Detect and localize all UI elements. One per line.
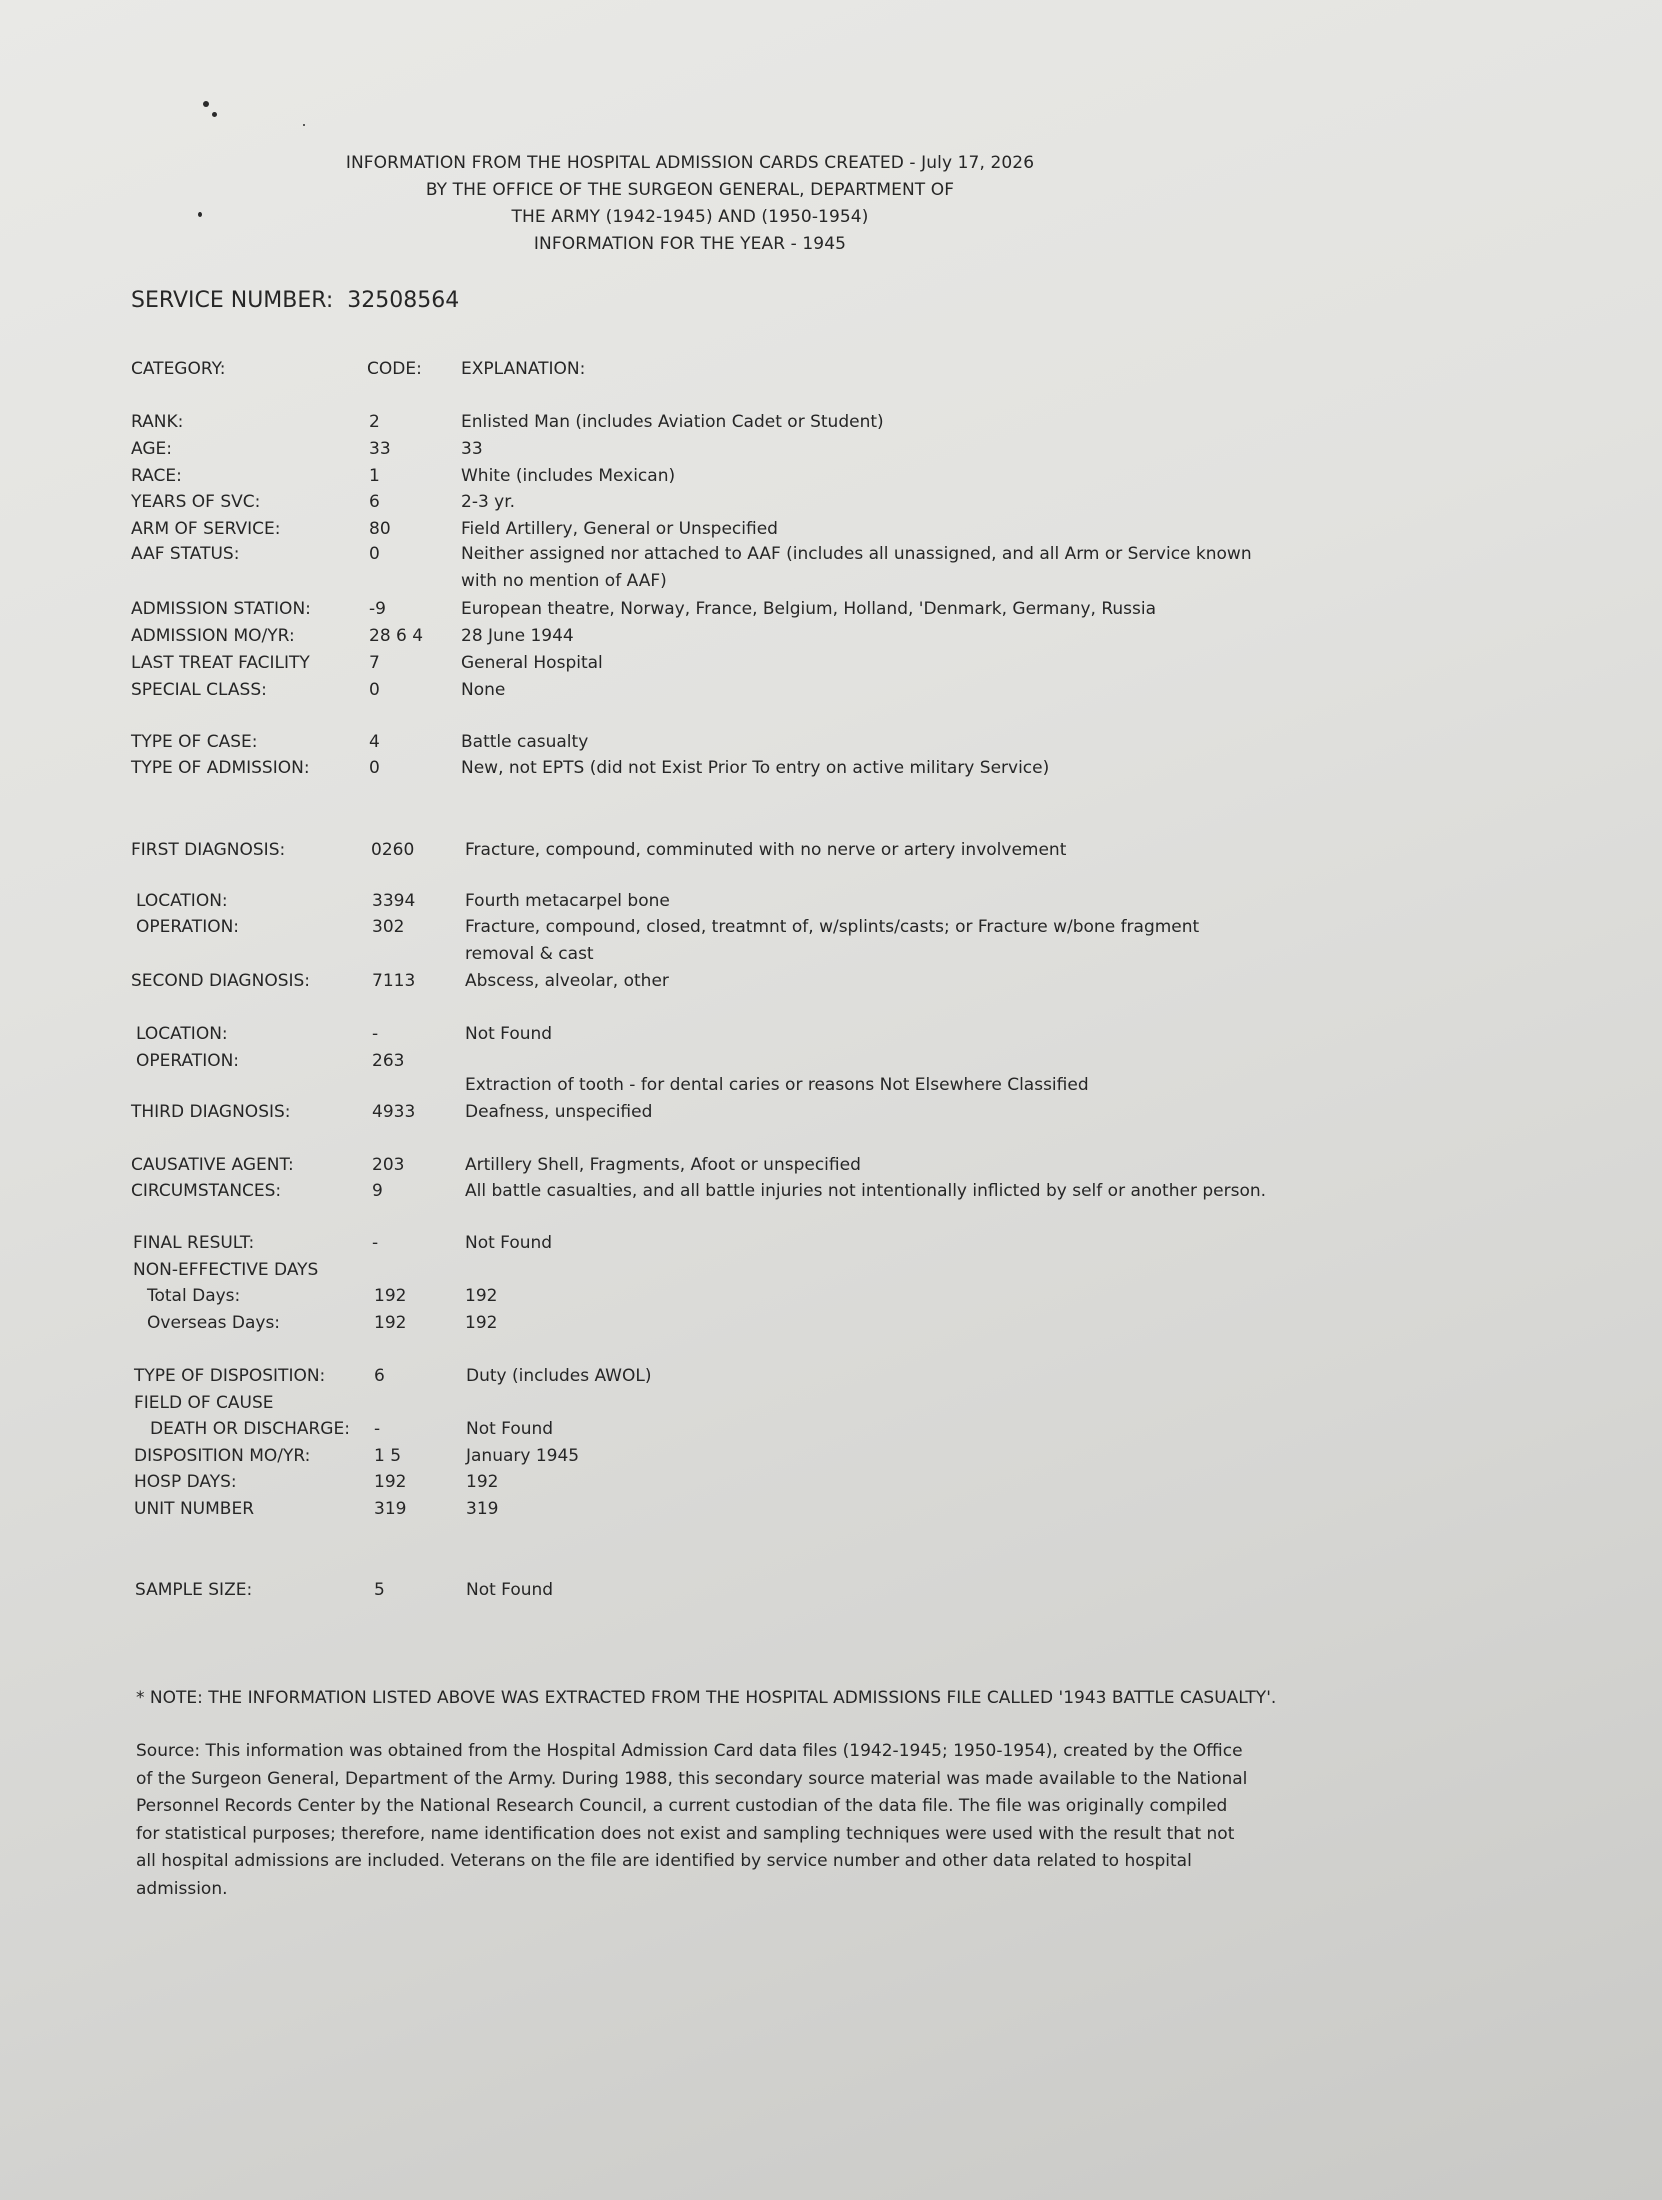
row-code: 4933 bbox=[372, 1102, 416, 1122]
row-category: UNIT NUMBER bbox=[134, 1499, 255, 1519]
row-explanation: Not Found bbox=[465, 1233, 553, 1253]
row-explanation: Not Found bbox=[466, 1580, 554, 1600]
row-code: 28 6 4 bbox=[369, 626, 424, 646]
row-code: 33 bbox=[369, 439, 391, 459]
row-explanation: 28 June 1944 bbox=[461, 626, 574, 646]
row-category: CAUSATIVE AGENT: bbox=[131, 1155, 294, 1175]
row-code: 203 bbox=[372, 1155, 405, 1175]
row-explanation: Not Found bbox=[466, 1419, 554, 1439]
speck-mark bbox=[303, 124, 305, 126]
row-explanation: Deafness, unspecified bbox=[465, 1102, 653, 1122]
row-explanation: General Hospital bbox=[461, 653, 603, 673]
row-category: RACE: bbox=[131, 466, 182, 486]
service-number bbox=[131, 288, 459, 313]
row-code: 263 bbox=[372, 1051, 405, 1071]
row-explanation: 192 bbox=[465, 1313, 498, 1333]
row-code: -9 bbox=[369, 599, 386, 619]
row-code: 192 bbox=[374, 1286, 407, 1306]
row-explanation: Fracture, compound, closed, treatmnt of, w/splints/casts; or Fracture w/bone fragment removal & cast bbox=[465, 917, 1200, 964]
row-category: RANK: bbox=[131, 412, 184, 432]
row-code: - bbox=[372, 1233, 379, 1253]
row-code: 3394 bbox=[372, 891, 416, 911]
row-code: 1 5 bbox=[374, 1446, 402, 1466]
row-category: NON-EFFECTIVE DAYS bbox=[133, 1260, 319, 1280]
row-category: TYPE OF DISPOSITION: bbox=[134, 1366, 326, 1386]
row-category: ADMISSION STATION: bbox=[131, 599, 311, 619]
row-explanation: Field Artillery, General or Unspecified bbox=[461, 519, 778, 539]
row-code: 319 bbox=[374, 1499, 407, 1519]
column-header-code: CODE: bbox=[367, 359, 422, 379]
row-explanation: Not Found bbox=[465, 1024, 553, 1044]
row-category: THIRD DIAGNOSIS: bbox=[131, 1102, 291, 1122]
row-category: FIRST DIAGNOSIS: bbox=[131, 840, 286, 860]
row-category: LOCATION: bbox=[136, 891, 228, 911]
row-explanation: 319 bbox=[466, 1499, 499, 1519]
row-code: 0 bbox=[369, 758, 380, 778]
header-line: THE ARMY (1942-1945) AND (1950-1954) bbox=[511, 207, 869, 227]
row-explanation: Fourth metacarpel bone bbox=[465, 891, 670, 911]
row-code: 302 bbox=[372, 917, 405, 937]
row-explanation: New, not EPTS (did not Exist Prior To entry on active military Service) bbox=[461, 758, 1050, 778]
row-explanation: Extraction of tooth - for dental caries or reasons Not Elsewhere Classified bbox=[465, 1075, 1089, 1095]
speck-mark bbox=[198, 212, 202, 217]
row-explanation: January 1945 bbox=[466, 1446, 580, 1466]
speck-mark bbox=[203, 101, 209, 107]
row-explanation: All battle casualties, and all battle injuries not intentionally inflicted by self or another person. bbox=[465, 1181, 1267, 1201]
document-header bbox=[250, 150, 1130, 258]
header-line: INFORMATION FOR THE YEAR - 1945 bbox=[533, 234, 847, 254]
service-number-label: SERVICE NUMBER: bbox=[131, 288, 334, 313]
row-category: HOSP DAYS: bbox=[134, 1472, 237, 1492]
row-explanation: 192 bbox=[466, 1472, 499, 1492]
row-explanation: Enlisted Man (includes Aviation Cadet or Student) bbox=[461, 412, 884, 432]
header-line: BY THE OFFICE OF THE SURGEON GENERAL, DEPARTMENT OF bbox=[425, 180, 955, 200]
row-category: TYPE OF ADMISSION: bbox=[131, 758, 310, 778]
row-explanation: White (includes Mexican) bbox=[461, 466, 676, 486]
row-code: 9 bbox=[372, 1181, 383, 1201]
row-category: OPERATION: bbox=[136, 917, 240, 937]
row-category: OPERATION: bbox=[136, 1051, 240, 1071]
row-category: Overseas Days: bbox=[147, 1313, 281, 1333]
column-header-category: CATEGORY: bbox=[131, 359, 226, 379]
row-code: 6 bbox=[369, 492, 380, 512]
extraction-note: * NOTE: THE INFORMATION LISTED ABOVE WAS EXTRACTED FROM THE HOSPITAL ADMISSIONS FILE CALLED '1943 BATTLE CASUALTY'. bbox=[136, 1688, 1277, 1708]
row-category: DEATH OR DISCHARGE: bbox=[150, 1419, 350, 1439]
row-category: LOCATION: bbox=[136, 1024, 228, 1044]
row-explanation: 33 bbox=[461, 439, 483, 459]
header-line: INFORMATION FROM THE HOSPITAL ADMISSION CARDS CREATED - July 17, 2026 bbox=[345, 153, 1035, 173]
row-category: TYPE OF CASE: bbox=[131, 732, 258, 752]
row-explanation: Neither assigned nor attached to AAF (includes all unassigned, and all Arm or Service known with no mention of AAF) bbox=[461, 544, 1252, 591]
source-paragraph: Source: This information was obtained from the Hospital Admission Card data files (1942-1945; 1950-1954), created by the Office of the Surgeon General, Department of the Army. During 1988, this secondary source material was made available to the National Personnel Records Center by the National Research Council, a current custodian of the data file. The file was originally compiled for statistical purposes; therefore, name identification does not exist and sampling techniques were used with the result that not all hospital admissions are included. Veterans on the file are identified by service number and other data related to hospital admission. bbox=[136, 1741, 1248, 1899]
row-code: 7 bbox=[369, 653, 380, 673]
row-code: 5 bbox=[374, 1580, 385, 1600]
row-code: 6 bbox=[374, 1366, 385, 1386]
row-code: 1 bbox=[369, 466, 380, 486]
row-category: SAMPLE SIZE: bbox=[135, 1580, 253, 1600]
row-explanation: 192 bbox=[465, 1286, 498, 1306]
row-explanation: Abscess, alveolar, other bbox=[465, 971, 669, 991]
row-explanation: Duty (includes AWOL) bbox=[466, 1366, 652, 1386]
row-code: 0 bbox=[369, 544, 380, 564]
row-explanation: Artillery Shell, Fragments, Afoot or unspecified bbox=[465, 1155, 861, 1175]
row-category: CIRCUMSTANCES: bbox=[131, 1181, 282, 1201]
row-code: 0260 bbox=[371, 840, 415, 860]
row-category: AAF STATUS: bbox=[131, 544, 240, 564]
speck-mark bbox=[212, 112, 217, 117]
row-category: Total Days: bbox=[147, 1286, 241, 1306]
service-number-value: 32508564 bbox=[347, 288, 460, 313]
row-code: 80 bbox=[369, 519, 391, 539]
row-code: 192 bbox=[374, 1313, 407, 1333]
row-code: 192 bbox=[374, 1472, 407, 1492]
row-category: AGE: bbox=[131, 439, 172, 459]
row-code: - bbox=[374, 1419, 381, 1439]
row-code: 2 bbox=[369, 412, 380, 432]
row-category: ADMISSION MO/YR: bbox=[131, 626, 295, 646]
row-explanation: 2-3 yr. bbox=[461, 492, 516, 512]
row-code: - bbox=[372, 1024, 379, 1044]
row-category: LAST TREAT FACILITY bbox=[131, 653, 310, 673]
row-category: SPECIAL CLASS: bbox=[131, 680, 267, 700]
row-code: 4 bbox=[369, 732, 380, 752]
row-explanation: European theatre, Norway, France, Belgium, Holland, 'Denmark, Germany, Russia bbox=[461, 599, 1157, 619]
row-category: FINAL RESULT: bbox=[133, 1233, 255, 1253]
row-code: 7113 bbox=[372, 971, 416, 991]
row-explanation: None bbox=[461, 680, 506, 700]
column-header-explanation: EXPLANATION: bbox=[461, 359, 586, 379]
row-category: SECOND DIAGNOSIS: bbox=[131, 971, 311, 991]
row-explanation: Battle casualty bbox=[461, 732, 589, 752]
row-category: FIELD OF CAUSE bbox=[134, 1393, 274, 1413]
row-category: ARM OF SERVICE: bbox=[131, 519, 281, 539]
row-category: DISPOSITION MO/YR: bbox=[134, 1446, 311, 1466]
row-category: YEARS OF SVC: bbox=[131, 492, 261, 512]
row-code: 0 bbox=[369, 680, 380, 700]
row-explanation: Fracture, compound, comminuted with no nerve or artery involvement bbox=[465, 840, 1067, 860]
